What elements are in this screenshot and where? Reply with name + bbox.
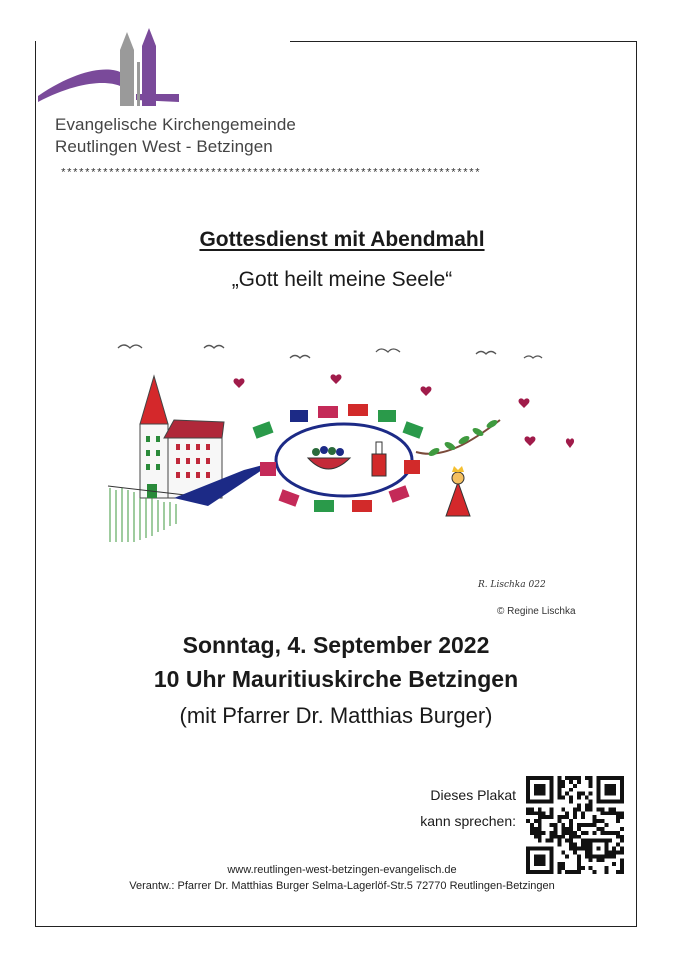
church-logo-icon xyxy=(36,26,186,112)
qr-code-icon[interactable] xyxy=(526,776,624,874)
frame-bottom-line xyxy=(35,926,637,927)
responsible-info: Verantw.: Pfarrer Dr. Matthias Burger Selma-Lagerlöf-Str.5 72770 Reutlingen-Betzingen xyxy=(129,880,555,892)
organization-name xyxy=(55,114,296,158)
event-date: Sonntag, 4. September 2022 xyxy=(182,632,490,658)
frame-top-line xyxy=(290,41,637,42)
figure-icon xyxy=(446,466,470,516)
frame-left-line xyxy=(35,41,36,927)
event-pastor: (mit Pfarrer Dr. Matthias Burger) xyxy=(179,703,493,728)
hearts-icon xyxy=(234,374,575,448)
event-title: Gottesdienst mit Abendmahl xyxy=(199,228,485,251)
organization-line-2: Reutlingen West - Betzingen xyxy=(55,137,273,156)
qr-prompt-line-1: Dieses Plakat xyxy=(430,787,516,803)
website-link[interactable]: www.reutlingen-west-betzingen-evangelisch.de xyxy=(227,864,457,876)
frame-right-line xyxy=(636,41,637,927)
event-time-place: 10 Uhr Mauritiuskirche Betzingen xyxy=(153,666,519,692)
church-icon xyxy=(140,376,224,498)
qr-prompt xyxy=(396,782,516,834)
organization-line-1: Evangelische Kirchengemeinde xyxy=(55,115,296,134)
communion-illustration xyxy=(104,320,584,610)
artist-signature: R. Lischka 022 xyxy=(478,580,546,590)
event-motto: „Gott heilt meine Seele“ xyxy=(231,268,453,291)
qr-prompt-line-2: kann sprechen: xyxy=(420,813,516,829)
vine-branch-icon xyxy=(416,418,500,457)
star-separator: ********************************************************************** xyxy=(60,168,481,180)
artwork-copyright: © Regine Lischka xyxy=(497,606,576,617)
birds-icon xyxy=(118,345,542,358)
